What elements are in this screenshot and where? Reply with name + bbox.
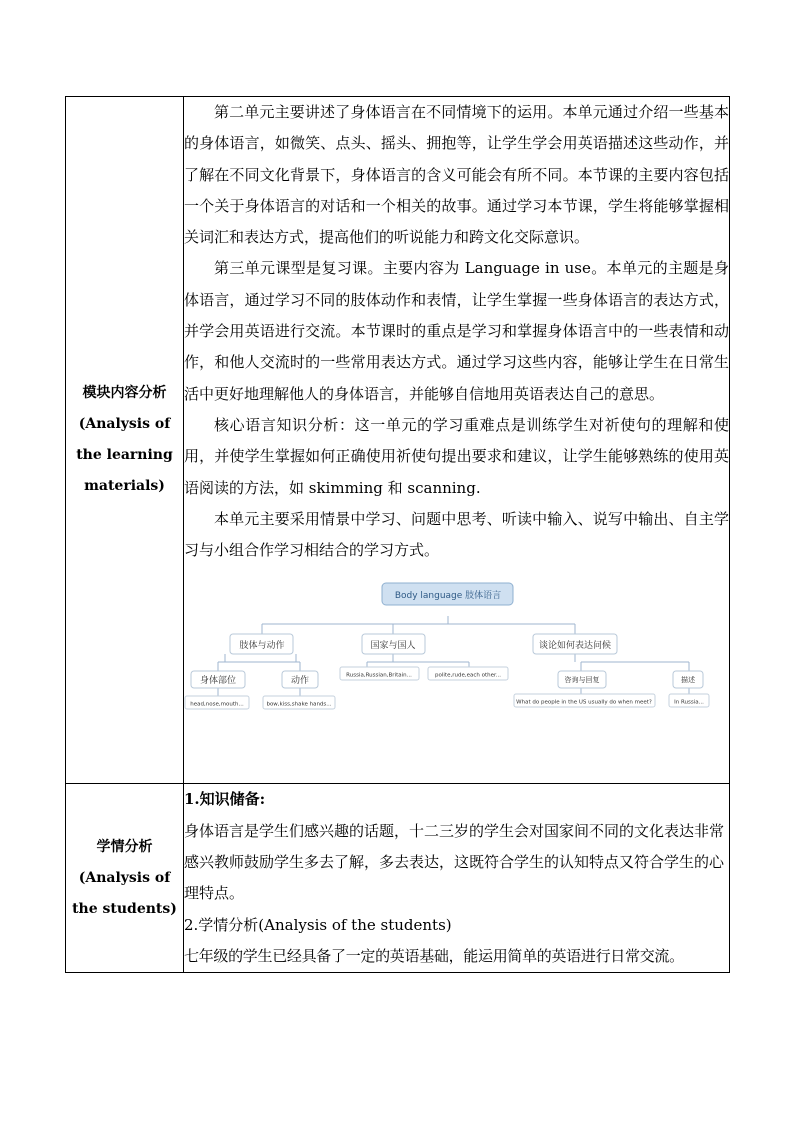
students-analysis-content	[184, 784, 730, 973]
label-line: (Analysis of	[78, 869, 171, 886]
label-line: materials)	[84, 478, 165, 495]
core-language-paragraph: 核心语言知识分析：这一单元的学习重难点是训练学生对祈使句的理解和使用，并使学生掌握如何正确使用祈使句提出要求和建议，让学生能够熟练的使用英语阅读的方法，如 skimming 和 scanning.	[184, 415, 729, 497]
mindmap-leaf-text: What do people in the US usually do when meet?	[516, 699, 652, 706]
unit3-paragraph: 第三单元课型是复习课。主要内容为 Language in use。本单元的主题是身体语言，通过学习不同的肢体动作和表情，让学生掌握一些身体语言的表达方式，并学会用英语进行交流。本节课时的重点是学习和掌握身体语言中的一些表情和动作，和他人交流时的一些常用表达方式。通过学习这些内容，能够让学生在日常生活中更好地理解他人的身体语言，并能够自信地用英语表达自己的意思。	[184, 259, 729, 403]
student-analysis-heading: 2.学情分析(Analysis of the students)	[184, 915, 452, 934]
label-line: the students)	[72, 900, 177, 917]
mindmap-leaf-text: head,nose,mouth...	[190, 701, 244, 708]
mindmap-branch-text: 肢体与动作	[239, 641, 285, 652]
mindmap-root-text: Body language 肢体语言	[394, 591, 502, 602]
materials-analysis-row	[66, 97, 730, 784]
mindmap-area	[184, 566, 729, 783]
mindmap-leaf-text: bow,kiss,shake hands...	[266, 701, 332, 708]
mindmap-subnode-text: 咨询与回复	[564, 676, 600, 685]
knowledge-heading: 1.知识储备:	[184, 790, 266, 809]
label-line: the learning	[76, 447, 173, 464]
mindmap-branch-text: 谈论如何表达问候	[538, 641, 612, 652]
mindmap-subnode-text: 描述	[681, 676, 695, 685]
mindmap-leaf-text: Russia,Russian,Britain...	[346, 672, 412, 679]
label-line: 学情分析	[96, 838, 153, 855]
materials-analysis-label	[66, 97, 184, 784]
materials-analysis-content	[184, 97, 730, 784]
mindmap-subnode-text: 动作	[290, 676, 310, 687]
lesson-plan-table	[65, 96, 730, 973]
body-language-mindmap	[184, 566, 724, 783]
students-analysis-row	[66, 784, 730, 973]
mindmap-branch-text: 国家与国人	[370, 641, 416, 652]
mindmap-subnode-text: 身体部位	[199, 676, 237, 687]
students-analysis-label	[66, 784, 184, 973]
label-line: (Analysis of	[78, 416, 171, 433]
learning-method-paragraph: 本单元主要采用情景中学习、问题中思考、听读中输入、说写中输出、自主学习与小组合作学习相结合的学习方式。	[184, 509, 729, 560]
mindmap-leaf-text: polite,rude,each other...	[435, 672, 501, 679]
label-line: 模块内容分析	[82, 385, 167, 402]
student-analysis-text: 七年级的学生已经具备了一定的英语基础，能运用简单的英语进行日常交流。	[184, 946, 684, 965]
knowledge-text: 身体语言是学生们感兴趣的话题，十二三岁的学生会对国家间不同的文化表达非常感兴教师鼓励学生多去了解，多去表达，这既符合学生的认知特点又符合学生的心理特点。	[184, 821, 725, 903]
mindmap-leaf-text: In Russia...	[674, 699, 704, 706]
unit2-paragraph: 第二单元主要讲述了身体语言在不同情境下的运用。本单元通过介绍一些基本的身体语言，如微笑、点头、摇头、拥抱等，让学生学会用英语描述这些动作，并了解在不同文化背景下，身体语言的含义可能会有所不同。本节课的主要内容包括一个关于身体语言的对话和一个相关的故事。通过学习本节课，学生将能够掌握相关词汇和表达方式，提高他们的听说能力和跨文化交际意识。	[184, 103, 729, 247]
